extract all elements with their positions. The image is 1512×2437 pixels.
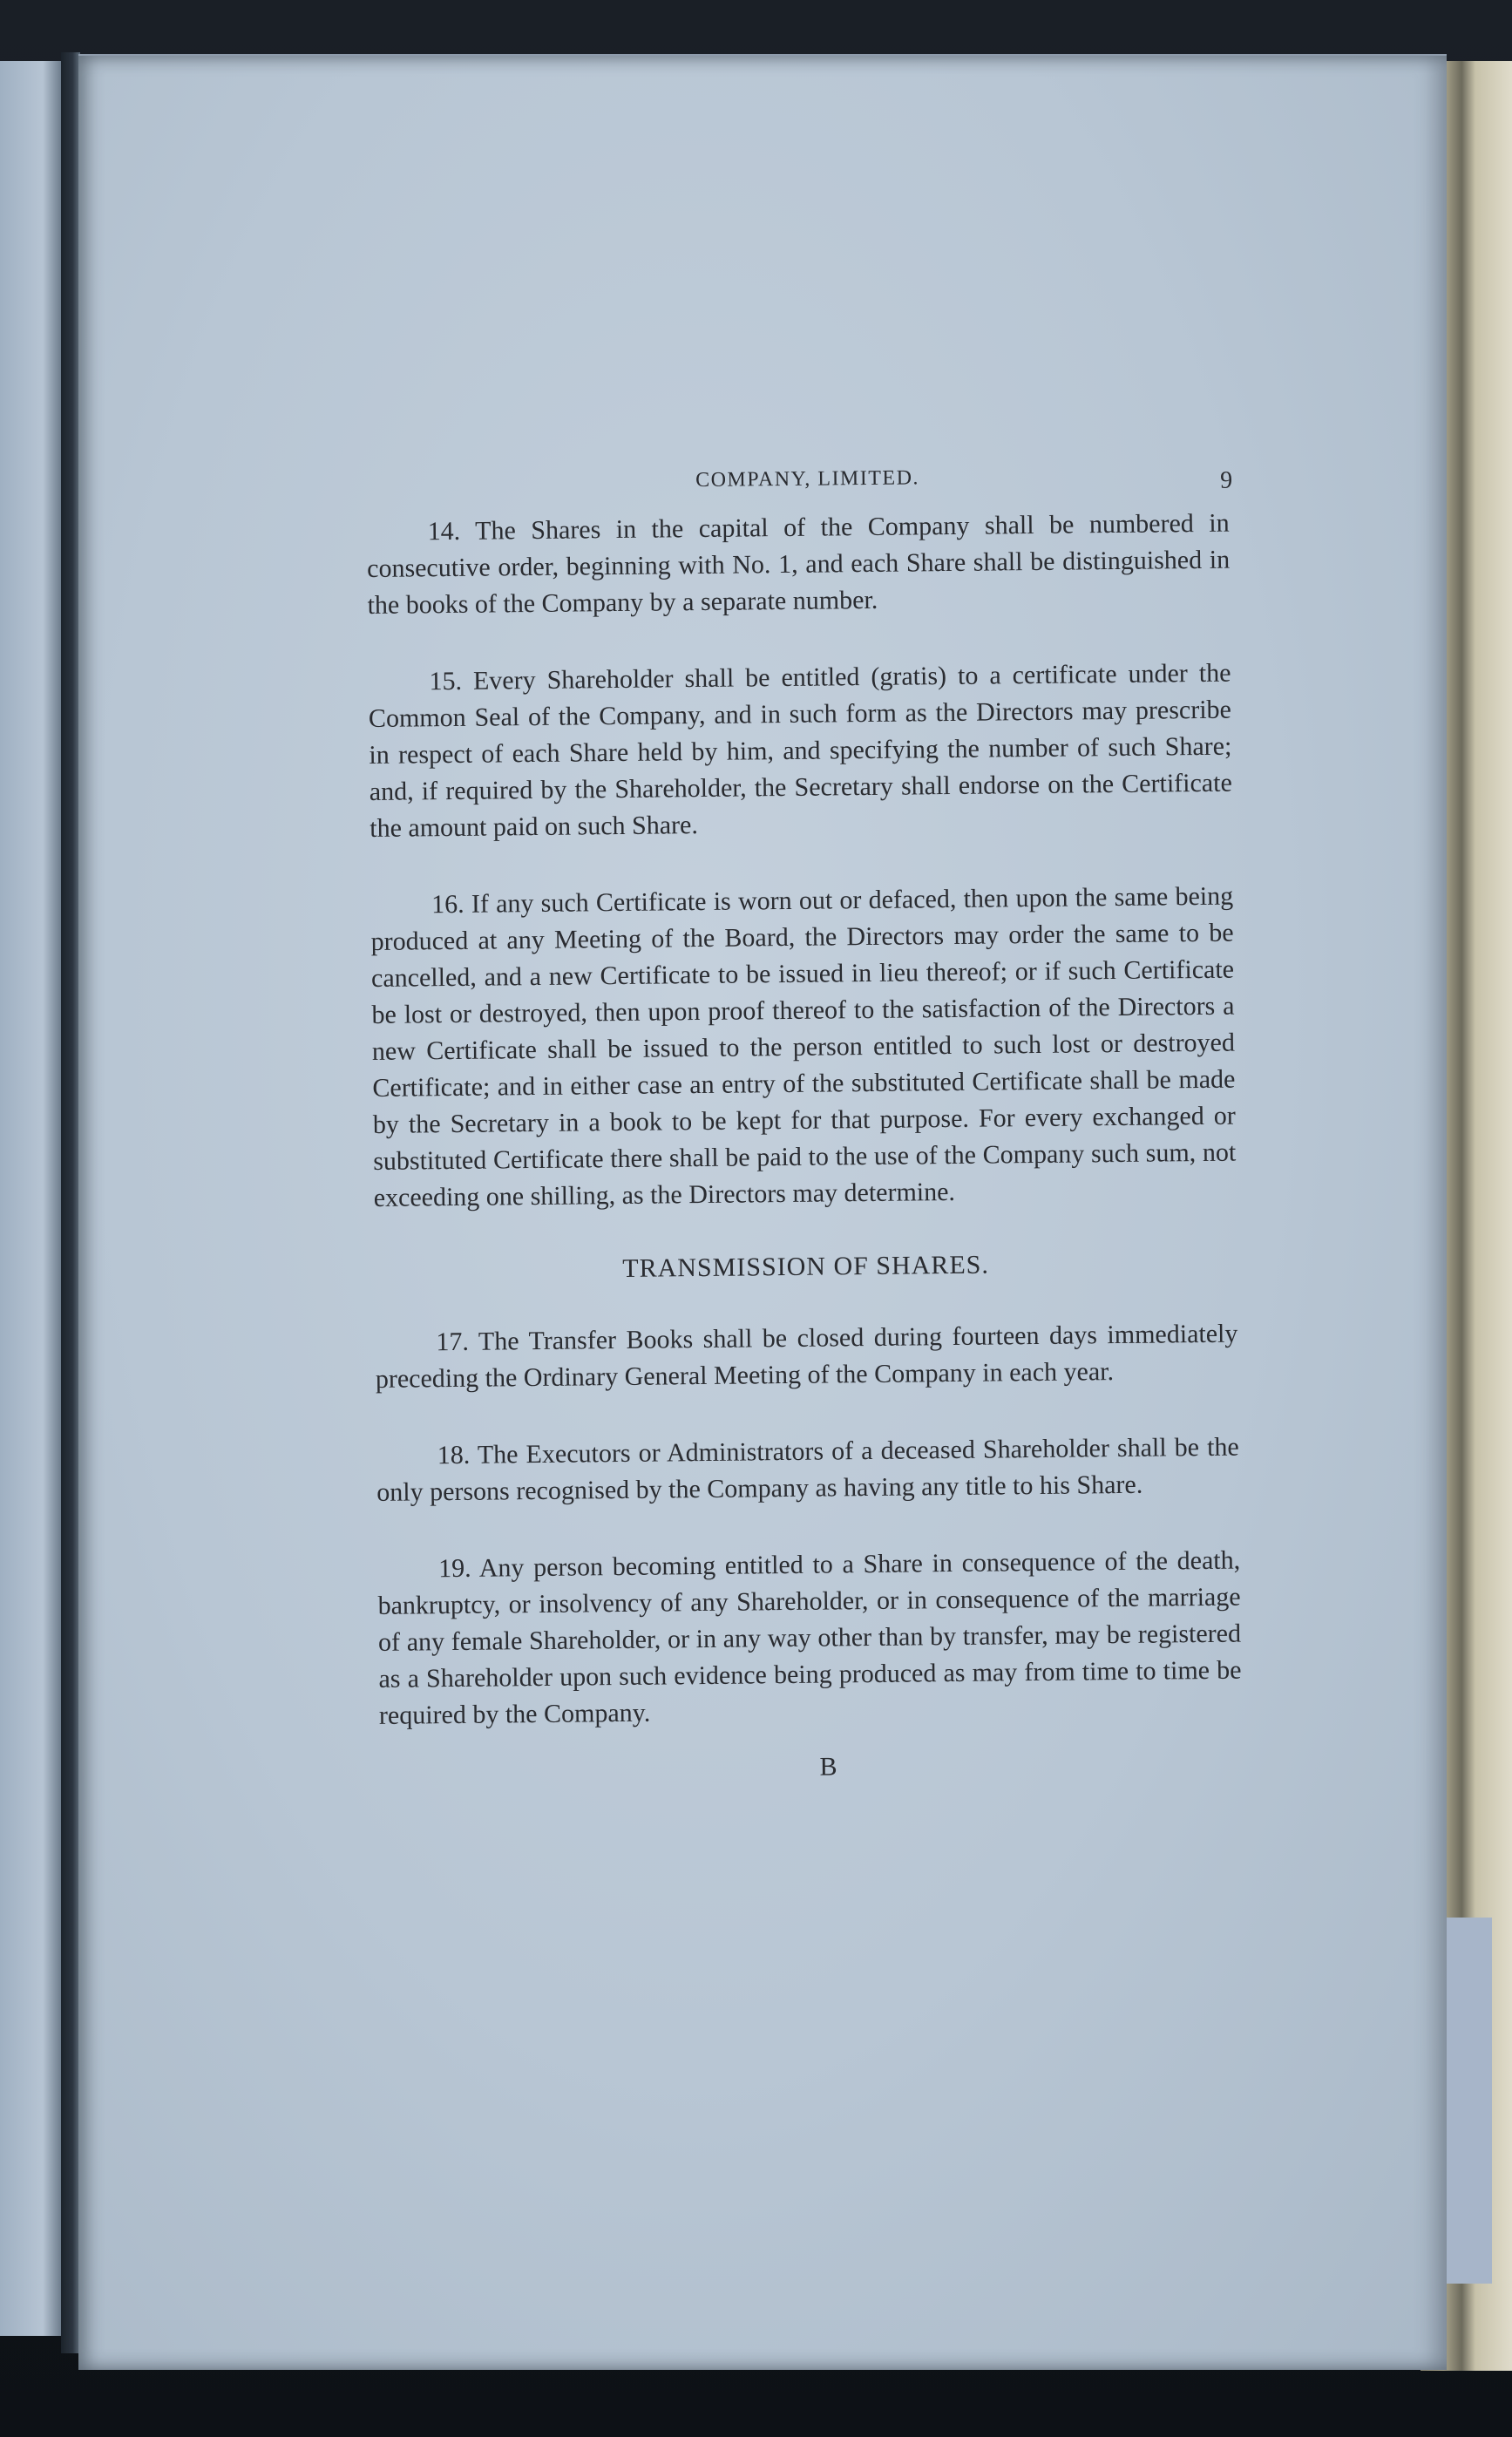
article-16: 16. If any such Certificate is worn out or defaced, then upon the same being produced at any Meeting of the Board, the Directors may order the same to be cancelled, and a new Certificate to be issued in lieu thereof; or if such Certificate be lost or destroyed, then upon proof thereof to the satisfaction of the Directors a new Certificate shall be issued to the person entitled to such lost or destroyed Certificate; and in either case an entry of the substituted Certificate shall be made by the Secretary in a book to be kept for that purpose. For every exchanged or substituted Certificate there shall be paid to the use of the Company such sum, not exceeding one shilling, as the Directors may determine. [370, 881, 1237, 1212]
text-column [366, 464, 1243, 1787]
article-14: 14. The Shares in the capital of the Company shall be numbered in consecutive order, beginning with No. 1, and each Share shall be distinguished in the books of the Company by a separate number. [366, 508, 1231, 620]
book-gutter [61, 52, 80, 2353]
section-heading: TRANSMISSION OF SHARES. [622, 1250, 990, 1283]
running-title: COMPANY, LIMITED. [695, 466, 920, 492]
page-number: 9 [1219, 466, 1233, 494]
signature-mark: B [819, 1752, 837, 1782]
article-19: 19. Any person becoming entitled to a Share in consequence of the death, bankruptcy, or insolvency of any Shareholder, or in consequence of the marriage of any female Shareholder, or in any way other than by transfer, may be registered as a Shareholder upon such evidence being produced as may from time to time be required by the Company. [377, 1545, 1242, 1730]
previous-page-edge [0, 61, 64, 2336]
article-18: 18. The Executors or Administrators of a deceased Shareholder shall be the only persons recognised by the Company as having any title to his Share. [376, 1432, 1239, 1507]
article-17: 17. The Transfer Books shall be closed during fourteen days immediately preceding the Ordinary General Meeting of the Company in each year. [375, 1319, 1238, 1394]
article-15: 15. Every Shareholder shall be entitled (gratis) to a certificate under the Common Seal of the Company, and in such form as the Directors may prescribe in respect of each Share held by him, and specifying the number of such Share; and, if required by the Shareholder, the Secretary shall endorse on the Certificate the amount paid on such Share. [368, 658, 1232, 843]
book-page [78, 54, 1447, 2370]
